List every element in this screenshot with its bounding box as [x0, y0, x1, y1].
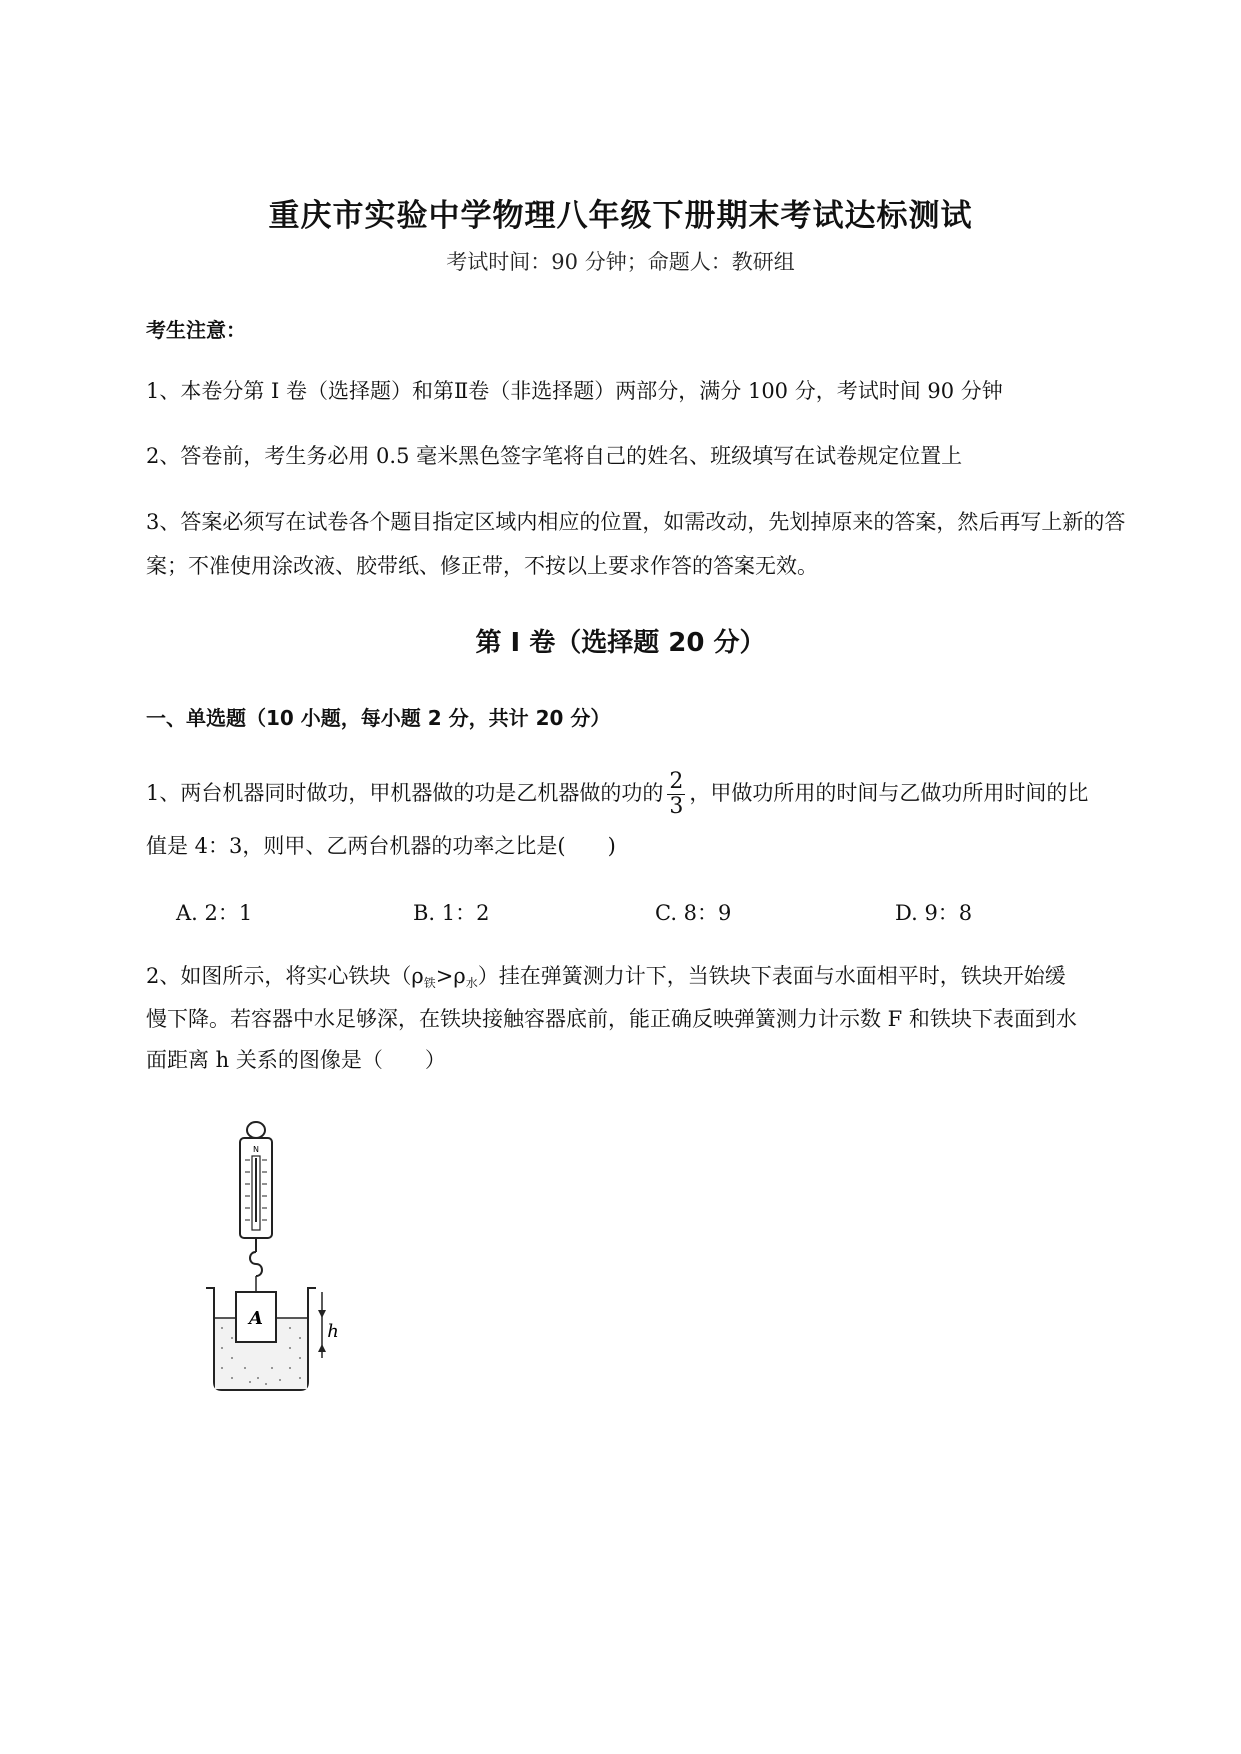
- option-d[interactable]: D. 9：8: [895, 901, 973, 925]
- height-label: h: [327, 1321, 339, 1342]
- notice-heading: 考生注意：: [146, 318, 246, 342]
- question-2-text-c: ）挂在弹簧测力计下，当铁块下表面与水面相平时，铁块开始缓: [477, 964, 1066, 988]
- block-label: A: [249, 1308, 263, 1329]
- fraction-numerator: 2: [669, 769, 684, 794]
- fraction-denominator: 3: [669, 794, 684, 819]
- question-1-line-1: [146, 770, 1156, 819]
- subscript-water: 水: [465, 976, 478, 990]
- subscript-iron: 铁: [423, 976, 436, 990]
- arrow-down-icon: [318, 1310, 326, 1318]
- notice-item-3: 3、答案必须写在试卷各个题目指定区域内相应的位置，如需改动，先划掉原来的答案，然后再写上新的答案；不准使用涂改液、胶带纸、修正带，不按以上要求作答的答案无效。: [146, 510, 1126, 578]
- page-title: 重庆市实验中学物理八年级下册期末考试达标测试: [268, 198, 973, 234]
- hook-icon: [250, 1252, 262, 1276]
- question-1-line-2: 值是 4：3，则甲、乙两台机器的功率之比是( ): [146, 834, 616, 858]
- scale-unit-label: N: [253, 1145, 259, 1154]
- spring-scale-figure: [200, 1112, 340, 1401]
- part-heading: 一、单选题（10 小题，每小题 2 分，共计 20 分）: [146, 706, 611, 730]
- scale-ring: [247, 1122, 265, 1138]
- notice-item-2: 2、答卷前，考生务必用 0.5 毫米黑色签字笔将自己的姓名、班级填写在试卷规定位置上: [146, 444, 963, 468]
- spring-scale-diagram: [200, 1112, 340, 1397]
- question-2-text-b: >ρ: [435, 964, 466, 988]
- section-title: 第 I 卷（选择题 20 分）: [475, 628, 766, 658]
- question-1-text-after: ，甲做功所用的时间与乙做功所用时间的比: [689, 781, 1089, 805]
- option-c[interactable]: C. 8：9: [655, 901, 732, 925]
- notice-item-1: 1、本卷分第 I 卷（选择题）和第Ⅱ卷（非选择题）两部分，满分 100 分，考试时间 90 分钟: [146, 379, 1003, 403]
- question-2-text-a: 2、如图所示，将实心铁块（ρ: [146, 964, 424, 988]
- option-a[interactable]: A. 2：1: [176, 901, 253, 925]
- question-2-line-3: 面距离 h 关系的图像是（ ）: [146, 1048, 446, 1072]
- fraction: [667, 770, 685, 819]
- question-1-text-before: 1、两台机器同时做功，甲机器做的功是乙机器做的功的: [146, 781, 664, 805]
- question-2-line-1: [146, 957, 1156, 1002]
- question-2-line-2: 慢下降。若容器中水足够深，在铁块接触容器底前，能正确反映弹簧测力计示数 F 和铁块下表面到水: [146, 1007, 1077, 1031]
- option-b[interactable]: B. 1：2: [413, 901, 490, 925]
- exam-info: 考试时间：90 分钟；命题人：教研组: [446, 250, 795, 274]
